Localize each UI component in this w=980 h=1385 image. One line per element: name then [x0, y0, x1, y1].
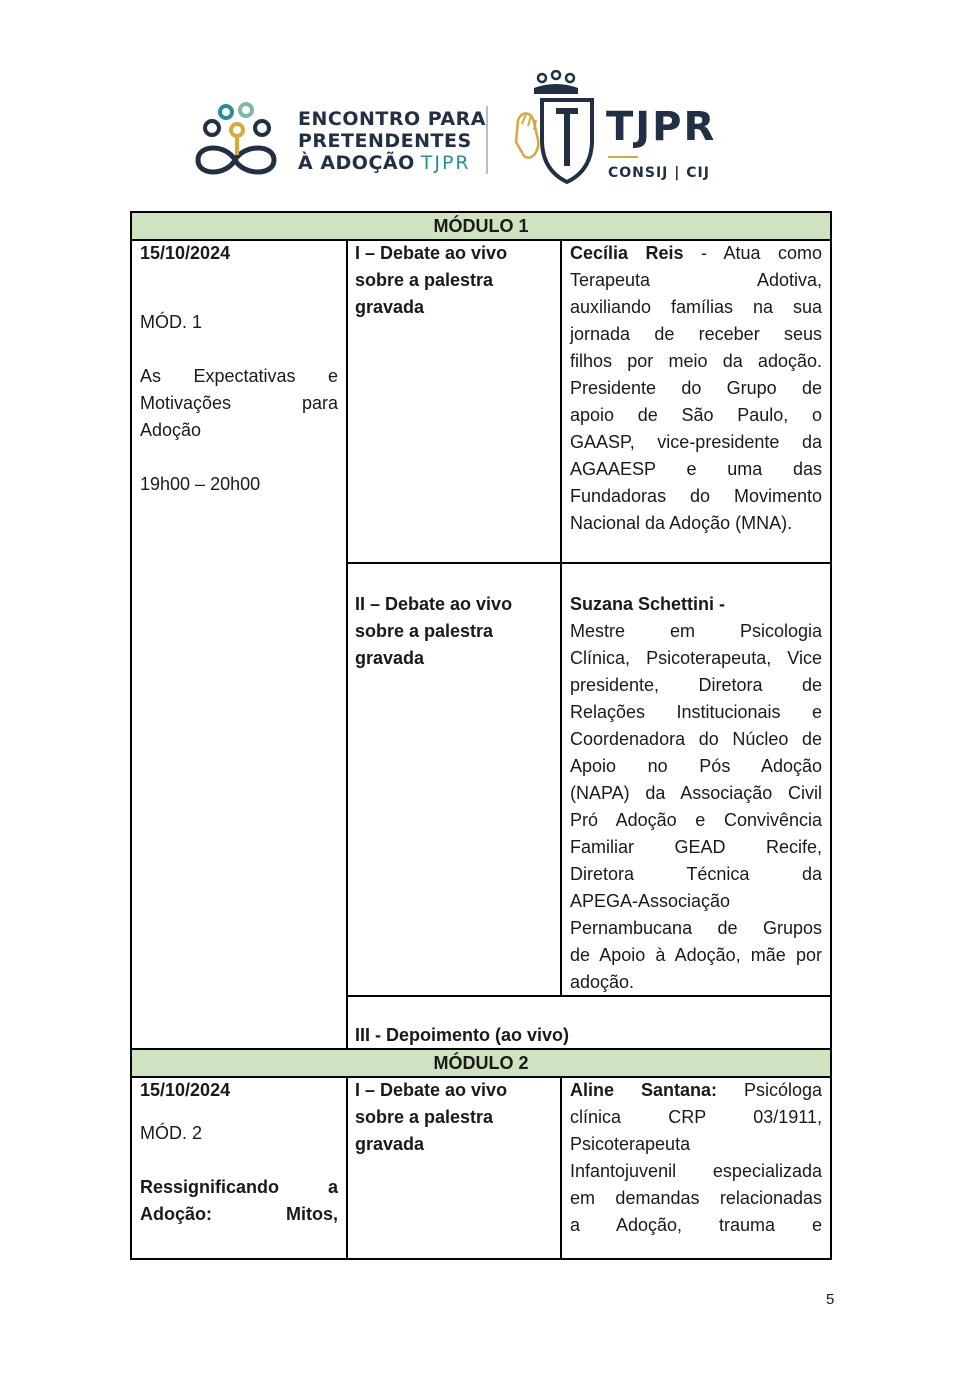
desc-line: auxiliando famílias na sua [570, 297, 822, 317]
activity-cell [355, 1077, 553, 1158]
module1-date: 15/10/2024 [140, 243, 231, 263]
desc-line: Pró Adoção e Convivência [570, 810, 822, 830]
desc-line: clínica CRP 03/1911, [570, 1107, 822, 1127]
table-bottom-border [132, 1258, 830, 1260]
family-infinity-logo-icon [190, 100, 280, 180]
activity-cell [355, 240, 553, 321]
court-units: CONSIJ | CIJ [608, 165, 710, 181]
module2-code: MÓD. 2 [140, 1123, 203, 1143]
module2-title-line: Ressignificando a [140, 1177, 338, 1197]
court-rule [608, 156, 638, 158]
activity-line: gravada [355, 297, 425, 317]
desc-line: Psicoterapeuta [570, 1134, 691, 1154]
module2-info-cell [140, 1077, 338, 1228]
desc-line: presidente, Diretora de [570, 675, 822, 695]
column-divider [346, 239, 348, 1050]
module2-date: 15/10/2024 [140, 1080, 231, 1100]
desc-line: Terapeuta Adotiva, [570, 270, 822, 290]
activity-line: I – Debate ao vivo [355, 1080, 508, 1100]
activity-line: sobre a palestra [355, 1107, 494, 1127]
activity-line: sobre a palestra [355, 621, 494, 641]
desc-line: Clínica, Psicoterapeuta, Vice [570, 648, 822, 668]
speaker-cell [570, 240, 822, 537]
activity-line: sobre a palestra [355, 270, 494, 290]
desc-line: jornada de receber seus [570, 324, 822, 344]
table-top-border [132, 211, 830, 213]
schedule-table [130, 211, 832, 1260]
desc-line: Infantojuvenil especializada [570, 1161, 822, 1181]
page-header [0, 60, 980, 200]
desc-line: Apoio no Pós Adoção [570, 756, 822, 776]
desc-line: Coordenadora do Núcleo de [570, 729, 822, 749]
court-name: TJPR [606, 104, 717, 150]
desc-line: apoio de São Paulo, o [570, 405, 822, 425]
activity-cell [355, 591, 553, 672]
desc-line: Presidente do Grupo de [570, 378, 822, 398]
module1-time: 19h00 – 20h00 [140, 474, 261, 494]
speaker-name: Cecília Reis [570, 243, 684, 263]
court-crest-icon [512, 70, 602, 188]
desc-line: Pernambucana de Grupos [570, 918, 822, 938]
event-line-1: ENCONTRO PARA [298, 108, 486, 130]
speaker-cell [570, 1077, 822, 1239]
testimony-label: III - Depoimento (ao vivo) [355, 1025, 570, 1045]
module1-title-line: As Expectativas e [140, 366, 338, 386]
desc-line: (NAPA) da Associação Civil [570, 783, 822, 803]
desc-line: Diretora Técnica da [570, 864, 822, 884]
desc-line: de Apoio à Adoção, mãe por [570, 945, 822, 965]
module1-heading: MÓDULO 1 [132, 213, 830, 239]
desc-line: Psicóloga [743, 1080, 822, 1100]
speaker-name: Aline Santana: [570, 1080, 717, 1100]
column-divider [346, 1076, 348, 1260]
column-divider [560, 239, 562, 997]
desc-line: GAASP, vice-presidente da [570, 432, 822, 452]
desc-line: APEGA-Associação [570, 891, 731, 911]
event-tjpr: TJPR [420, 152, 471, 174]
activity-line: I – Debate ao vivo [355, 243, 508, 263]
header-divider [486, 106, 488, 174]
desc-line: Mestre em Psicologia [570, 621, 822, 641]
module1-title-line: Adoção [140, 420, 202, 440]
speaker-name: Suzana Schettini - [570, 594, 726, 614]
desc-line: a Adoção, trauma e [570, 1215, 822, 1235]
module2-heading: MÓDULO 2 [132, 1050, 830, 1076]
module1-info-cell [140, 240, 338, 498]
row-divider [347, 562, 830, 564]
event-line-2: PRETENDENTES [298, 130, 472, 152]
activity-line: II – Debate ao vivo [355, 594, 513, 614]
desc-line: Nacional da Adoção (MNA). [570, 513, 793, 533]
desc-line: Fundadoras do Movimento [570, 486, 822, 506]
desc-line: filhos por meio da adoção. [570, 351, 822, 371]
module1-code: MÓD. 1 [140, 312, 203, 332]
activity-line: gravada [355, 648, 425, 668]
module1-title-line: Motivações para [140, 393, 338, 413]
page-number: 5 [826, 1291, 835, 1308]
speaker-cell [570, 591, 822, 996]
desc-line: - Atua como [701, 243, 822, 263]
module2-title-line: Adoção: Mitos, [140, 1204, 338, 1224]
event-line-3: À ADOÇÃO [298, 152, 415, 174]
event-title [298, 108, 486, 174]
desc-line: Familiar GEAD Recife, [570, 837, 822, 857]
desc-line: em demandas relacionadas [570, 1188, 822, 1208]
desc-line: adoção. [570, 972, 635, 992]
desc-line: AGAAESP e uma das [570, 459, 822, 479]
desc-line: Relações Institucionais e [570, 702, 822, 722]
activity-line: gravada [355, 1134, 425, 1154]
module1-title [140, 363, 338, 444]
module2-title [140, 1174, 338, 1228]
column-divider [560, 1076, 562, 1260]
